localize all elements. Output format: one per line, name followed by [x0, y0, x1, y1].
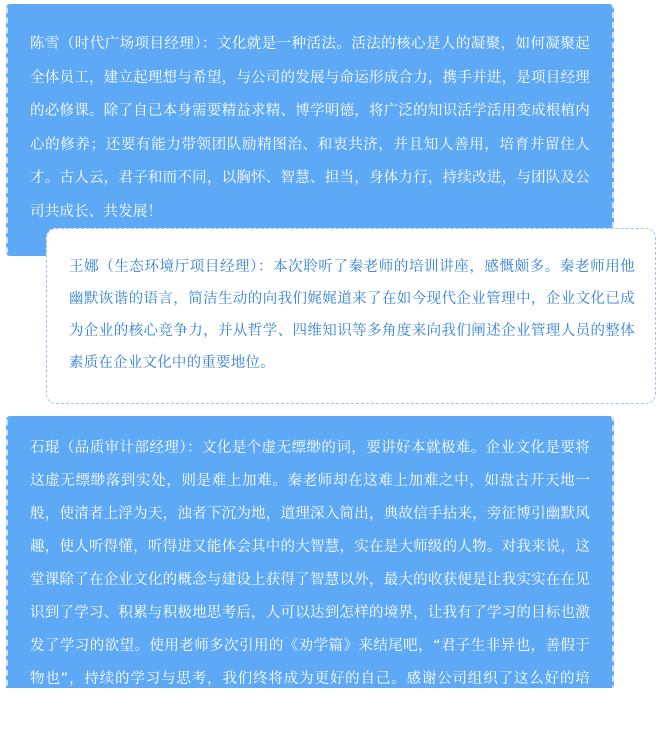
testimonial-card-shi-kun: [6, 416, 614, 720]
testimonial-card-chen-xue: [6, 4, 614, 256]
testimonial-text: 王娜（生态环境厅项目经理）：本次聆听了秦老师的培训讲座，感慨颇多。秦老师用他幽默诙谐的语言，简洁生动的向我们娓娓道来了在如今现代企业管理中，企业文化已成为企业的核心竞争力，并从哲学、四维知识等多角度来向我们阐述企业管理人员的整体素质在企业文化中的重要地位。: [69, 259, 635, 371]
testimonial-text: 石琨（品质审计部经理）：文化是个虚无缥缈的词，要讲好本就极难。企业文化是要将这虚无缥缈落到实处，则是难上加难。秦老师却在这难上加难之中，如盘古开天地一般，使清者上浮为天，浊者下沉为地，道理深入简出，典故信手拈来，旁征博引幽默风趣，使人听得懂，听得进又能体会其中的大智慧，实在是大师级的人物。对我来说，这堂课除了在企业文化的概念与建设上获得了智慧以外，最大的收获便是让我实实在在见识到了学习、积累与积极地思考后，人可以达到怎样的境界，让我有了学习的目标也激发了学习的欲望。使用老师多次引用的《劝学篇》来结尾吧，“君子生非异也，善假于物也”，持续的学习与思考，我们终将成为更好的自己。感谢公司组织了这么好的培训。: [30, 440, 590, 720]
testimonial-text: 陈雪（时代广场项目经理）：文化就是一种活法。活法的核心是人的凝聚，如何凝聚起全体员工，建立起理想与希望，与公司的发展与命运形成合力，携手并进，是项目经理的必修课。除了自已本身需要精益求精、博学明德，将广泛的知识活学活用变成根植内心的修养；还要有能力带领团队励精图治、和衷共济，并且知人善用，培育并留住人才。古人云，君子和而不同，以胸怀、智慧、担当，身体力行，持续改进，与团队及公司共成长、共发展！: [30, 36, 590, 220]
testimonial-card-wang-na: [46, 228, 656, 404]
